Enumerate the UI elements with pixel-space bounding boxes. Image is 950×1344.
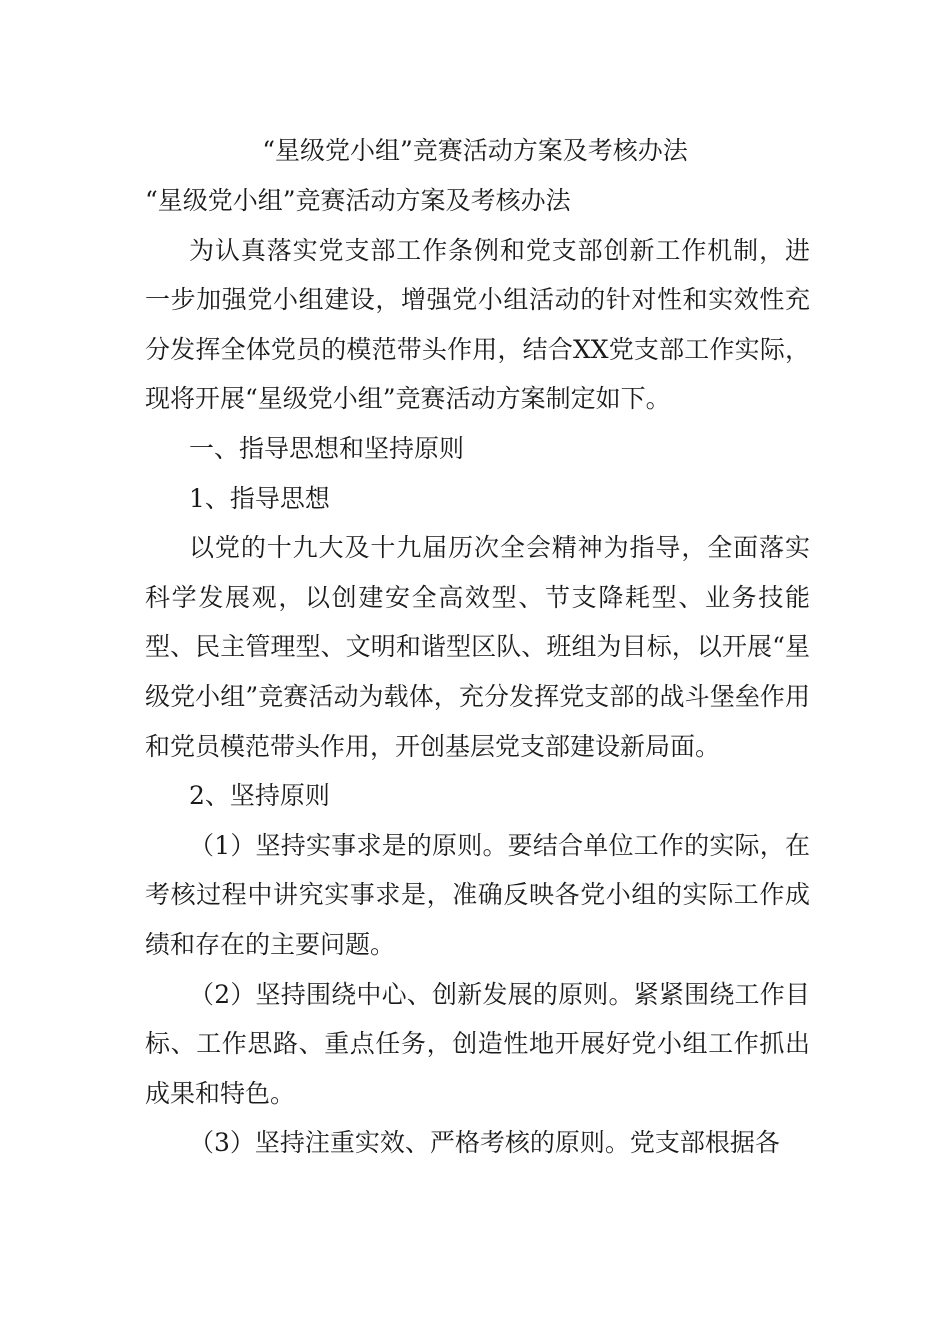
subsection-heading-guiding-thought: 1、指导思想: [189, 483, 330, 513]
section-heading-1: 一、指导思想和坚持原则: [189, 433, 465, 463]
document-subtitle: “星级党小组”竞赛活动方案及考核办法: [145, 186, 571, 215]
principle-3-paragraph: （3）坚持注重实效、严格考核的原则。党支部根据各: [189, 1128, 780, 1158]
document-body: [145, 176, 810, 1168]
intro-paragraph: 为认真落实党支部工作条例和党支部创新工作机制，进一步加强党小组建设，增强党小组活动的针对性和实效性充分发挥全体党员的模范带头作用，结合XX党支部工作实际，现将开展“星级党小组”竞赛活动方案制定如下。: [145, 235, 810, 414]
principle-1-paragraph: （1）坚持实事求是的原则。要结合单位工作的实际，在考核过程中讲究实事求是，准确反映各党小组的实际工作成绩和存在的主要问题。: [145, 830, 810, 959]
document-title: “星级党小组”竞赛活动方案及考核办法: [262, 136, 688, 165]
subsection-heading-principles: 2、坚持原则: [189, 781, 330, 811]
guiding-thought-paragraph: 以党的十九大及十九届历次全会精神为指导，全面落实科学发展观，以创建安全高效型、节支降耗型、业务技能型、民主管理型、文明和谐型区队、班组为目标，以开展“星级党小组”竞赛活动为载体，充分发挥党支部的战斗堡垒作用和党员模范带头作用，开创基层党支部建设新局面。: [145, 533, 810, 761]
principle-2-paragraph: （2）坚持围绕中心、创新发展的原则。紧紧围绕工作目标、工作思路、重点任务，创造性地开展好党小组工作抓出成果和特色。: [145, 979, 810, 1108]
